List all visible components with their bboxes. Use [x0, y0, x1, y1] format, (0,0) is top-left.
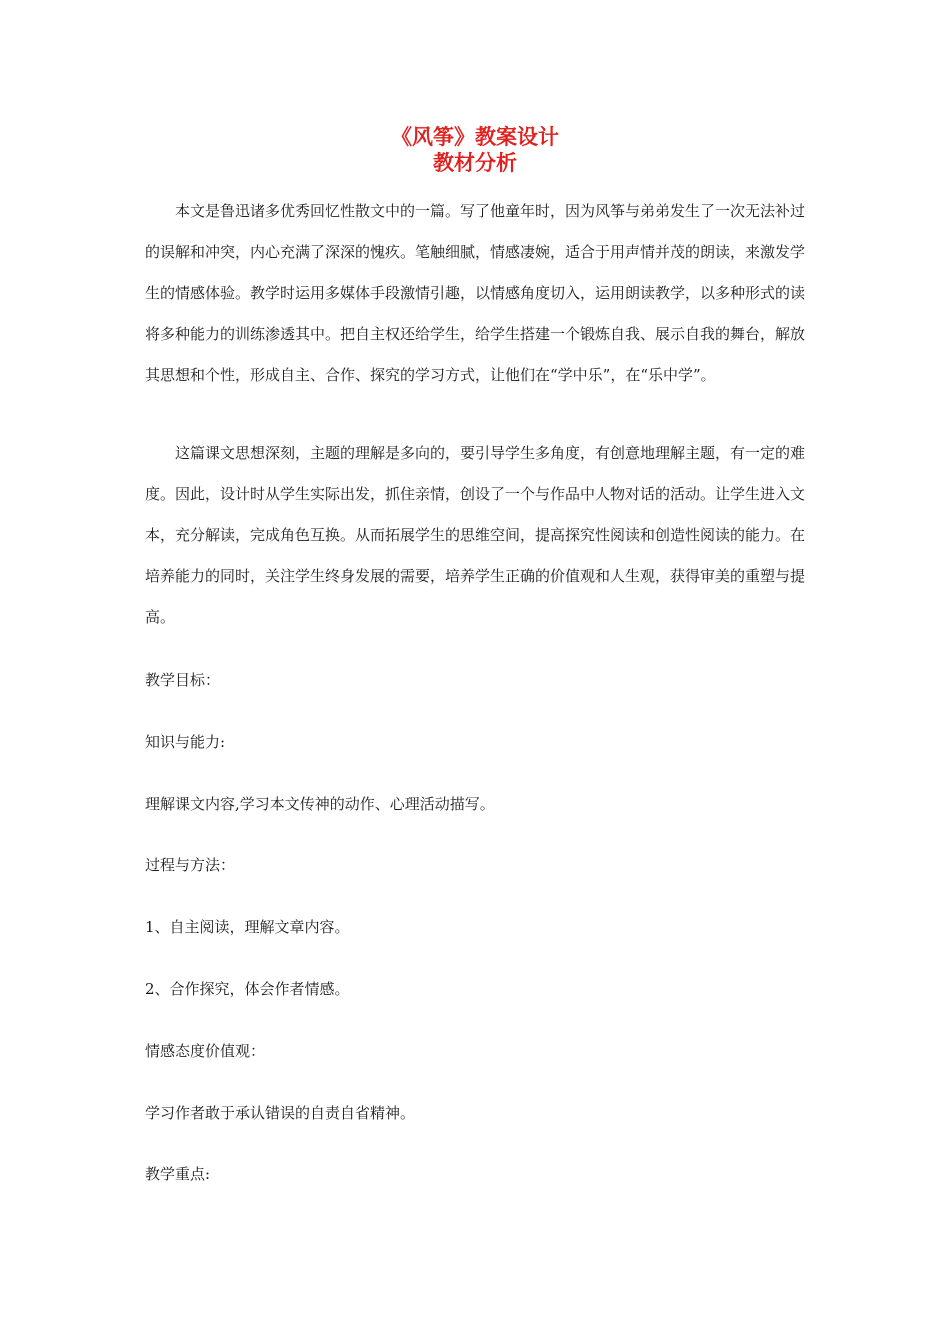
heading-knowledge-ability: 知识与能力: [145, 733, 226, 751]
text-line: 理解课文内容,学习本文传神的动作、心理活动描写。 [145, 795, 495, 813]
list-item: 1、自主阅读，理解文章内容。 [145, 918, 350, 936]
paragraph: 本文是鲁迅诸多优秀回忆性散文中的一篇。写了他童年时，因为风筝与弟弟发生了一次无法补过的误解和冲突，内心充满了深深的愧疚。笔触细腻，情感凄婉，适合于用声情并茂的朗读，来激发学生的情感体验。教学时运用多媒体手段激情引趣，以情感角度切入，运用朗读教学，以多种形式的读将多种能力的训练渗透其中。把自主权还给学生，给学生搭建一个锻炼自我、展示自我的舞台，解放其思想和个性，形成自主、合作、探究的学习方式，让他们在“学中乐”，在“乐中学”。 [145, 202, 806, 384]
text-line: 学习作者敢于承认错误的自责自省精神。 [145, 1104, 416, 1122]
heading-teaching-goals: 教学目标： [145, 671, 221, 689]
heading-process-method: 过程与方法： [145, 856, 236, 874]
heading-teaching-focus: 教学重点: [145, 1165, 211, 1183]
heading-emotion-values: 情感态度价值观： [145, 1042, 266, 1060]
paragraph: 这篇课文思想深刻，主题的理解是多向的，要引导学生多角度，有创意地理解主题，有一定的难度。因此，设计时从学生实际出发，抓住亲情，创设了一个与作品中人物对话的活动。让学生进入文本，充分解读，完成角色互换。从而拓展学生的思维空间，提高探究性阅读和创造性阅读的能力。在培养能力的同时，关注学生终身发展的需要，培养学生正确的价值观和人生观，获得审美的重塑与提高。 [145, 444, 806, 626]
section-heading: 教材分析 [433, 151, 517, 175]
list-item: 2、合作探究，体会作者情感。 [145, 980, 350, 998]
document-title: 《风筝》教案设计 [391, 125, 559, 149]
